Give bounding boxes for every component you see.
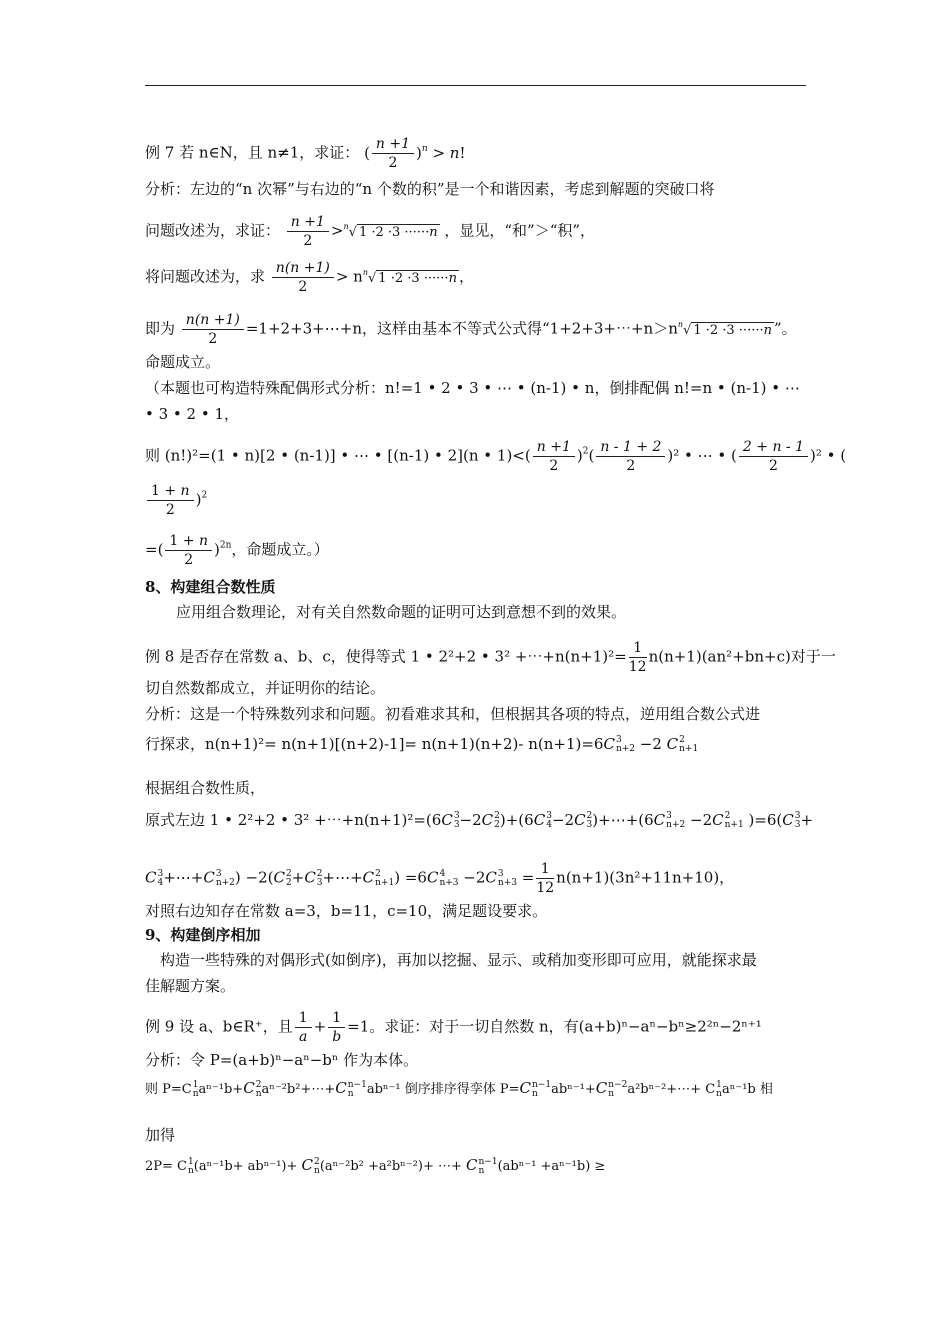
section-9-title: 9、构建倒序相加 (145, 926, 261, 944)
section-9-intro1: 构造一些特殊的对偶形式(如倒序)，再加以挖掘、显示、或稍加变形即可应用，就能探求最 (160, 951, 757, 969)
analysis-8-line2: 行探求，n(n+1)²= n(n+1)[(n+2)-1]= n(n+1)(n+2)- n(n+1)=6C 3 n+2 −2 C 2 n+1 (145, 735, 699, 754)
alt-proof-line1: （本题也可构造特殊配偶形式分析：n!=1 • 2 • 3 • ⋯ • (n-1) • n，倒排配偶 n!=n • (n-1) • ⋯ (145, 379, 800, 397)
alt-proof-line2: • 3 • 2 • 1， (145, 405, 240, 423)
conclusion-8: 对照右边知存在常数 a=3，b=11，c=10，满足题设要求。 (145, 902, 548, 920)
formula-7: ( $\frac{n +1}{2}$ )$^n$ > n! (364, 136, 466, 171)
example-8-cont: 切自然数都成立，并证明你的结论。 (145, 679, 386, 697)
section-8-intro: 应用组合数理论，对有关自然数命题的证明可达到意想不到的效果。 (176, 603, 627, 621)
alt-proof-line4: $\frac{1 + n}{2}$ )$^2$ (145, 482, 207, 519)
alt-proof-line5: =( $\frac{1 + n}{2}$ )$^{2n}$，命题成立。） (145, 533, 329, 568)
lhs-line2: C 3 4 +⋯+C 3 n+2 ) −2(C 2 2 +C 2 3 +⋯+C 2 n+1 ) =6C 4 n+3 −2C 3 n+3 = $\frac{1}{12}$ n(n+1)(3n²+11n+10)， (145, 861, 735, 896)
analysis-9-line3: 加得 (145, 1126, 176, 1144)
analysis-7-line4: 即为 $\frac{n(n +1)}{2}$ =1+2+3+⋯+n，这样由基本不等式公式得“$1+2+3+\cdots+n>n^n√$ 1 ·2 ·3 ······n ”。 (145, 312, 797, 347)
example-8: 例 8 是否存在常数 a、b、c，使得等式 1 • 2²+2 • 3² +⋯+n(n+1)²= $\frac{1}{12}$ n(n+1)(an²+bn+c)对于一 (145, 640, 836, 675)
analysis-9-line1: 分析：令 P=(a+b)ⁿ−aⁿ−bⁿ 作为本体。 (145, 1051, 419, 1069)
analysis-9-line2: 则 P=C 1 n aⁿ⁻¹b+C 2 n aⁿ⁻²b²+⋯+C n−1 n abⁿ⁻¹ 倒序排序得孪体 P=C n−1 n abⁿ⁻¹+C n−2 n a²bⁿ⁻²+⋯+ C 1 n aⁿ⁻¹b 相 (145, 1079, 773, 1099)
example-7-statement: 例 7 若 n∈N，且 n≠1，求证： (145, 143, 360, 162)
analysis-7-line3: 将问题改述为，求 $\frac{n(n +1)}{2}$ > $n^n√$ 1 ·2 ·3 ······n ， (145, 260, 474, 295)
example-7 (145, 135, 466, 172)
property-note: 根据组合数性质， (145, 779, 266, 797)
alt-proof-line3: 则 (n!)²=(1 • n)[2 • (n-1)] • ⋯ • [(n-1) • 2](n • 1)<( $\frac{n +1}{2}$ )$^2$( $\frac{n - 1 + 2}{2}$ )² • ⋯ • ( $\frac{2 + n - 1}{2}$ )² • ( (145, 439, 847, 474)
example-9: 例 9 设 a、b∈R⁺，且 $\frac{1}{a}$ + $\frac{1}{b}$ =1。求证：对于一切自然数 n，有(a+b)ⁿ−aⁿ−bⁿ≥2²ⁿ−2ⁿ⁺¹ (145, 1010, 762, 1045)
top-rule (145, 85, 806, 86)
section-9-intro2: 佳解题方案。 (145, 977, 236, 995)
lhs-line1: 原式左边 1 • 2²+2 • 3² +⋯+n(n+1)²=(6C 3 3 −2C 2 2 )+(6C 3 4 −2C 2 3 )+⋯+(6C 3 n+2 −2C 2 n+1 )=6(C 3 3 + (145, 811, 814, 830)
analysis-7-line2: 问题改述为，求证： $\frac{n +1}{2}$ >$^n$√ 1 ·2 ·3 ······n ，显见，“和”＞“积”， (145, 214, 596, 249)
section-8-title: 8、构建组合数性质 (145, 578, 276, 596)
conclusion-7: 命题成立。 (145, 353, 221, 371)
analysis-8-line1: 分析：这是一个特殊数列求和问题。初看难求其和，但根据其各项的特点，逆用组合数公式进 (145, 705, 761, 723)
analysis-9-line4: 2P= C 1 n (aⁿ⁻¹b+ abⁿ⁻¹)+ C 2 n (aⁿ⁻²b² +a²bⁿ⁻²)+ ⋯+ C n−1 n (abⁿ⁻¹ +aⁿ⁻¹b) ≥ (145, 1156, 606, 1176)
analysis-7-line1: 分析：左边的“n 次幂”与右边的“n 个数的积”是一个和谐因素，考虑到解题的突破口将 (145, 180, 715, 198)
